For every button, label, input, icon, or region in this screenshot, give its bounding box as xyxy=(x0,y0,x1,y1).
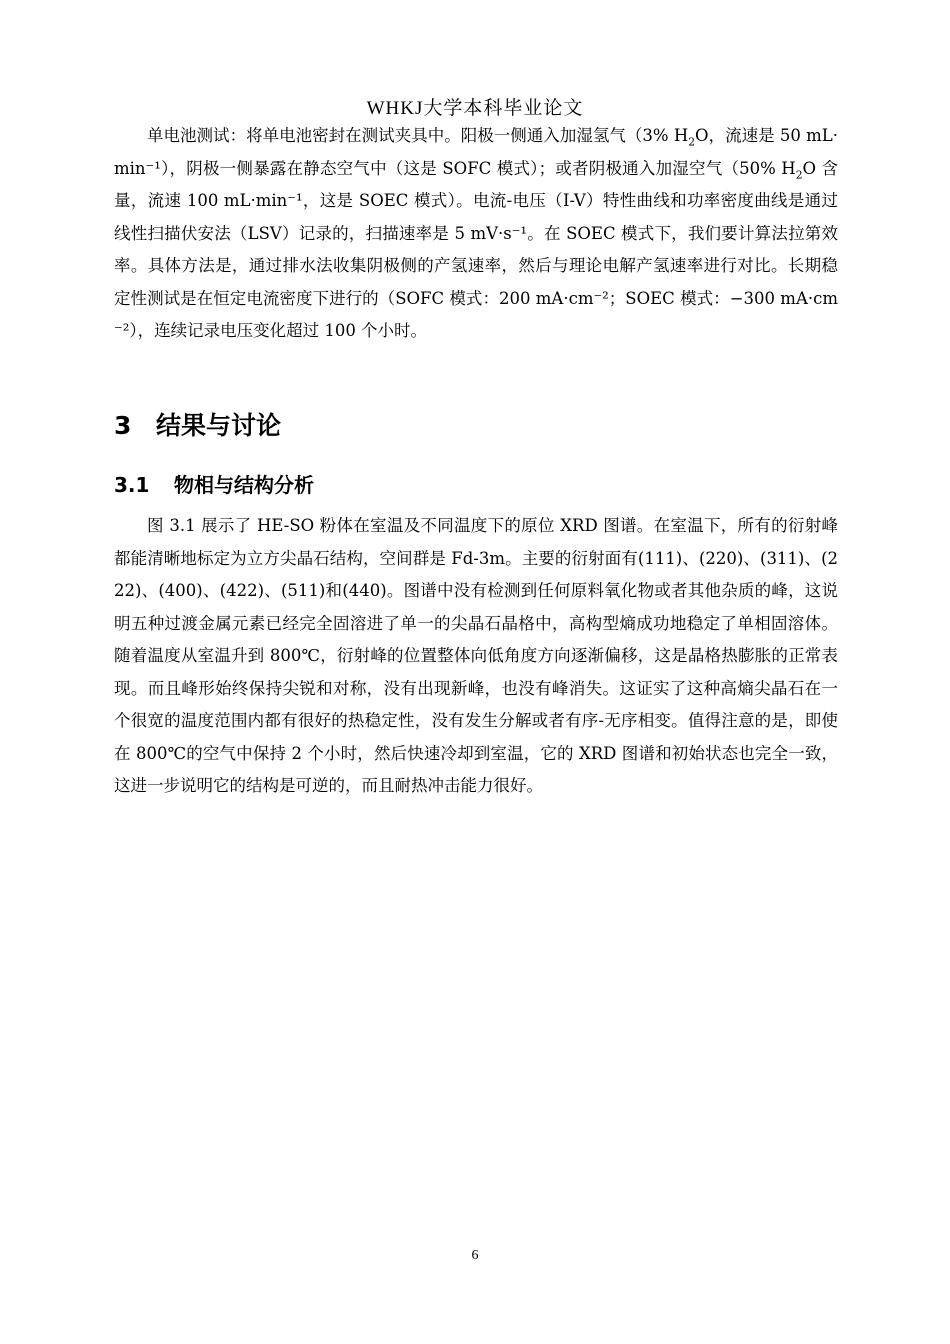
paragraph-text: 单电池测试：将单电池密封在测试夹具中。阳极一侧通入加湿氢气（3% H xyxy=(147,126,689,145)
paragraph-xrd-analysis: 图 3.1 展示了 HE-SO 粉体在室温及不同温度下的原位 XRD 图谱。在室温下，所有的衍射峰都能清晰地标定为立方尖晶石结构，空间群是 Fd-3m。主要的衍射面有(111)、(220)、(311)、(222)、(400)、(422)、(511)和(440)。图谱中没有检测到任何原料氧化物或者其他杂质的峰，这说明五种过渡金属元素已经完全固溶进了单一的尖晶石晶格中，高构型熵成功地稳定了单相固溶体。随着温度从室温升到 800℃，衍射峰的位置整体向低角度方向逐渐偏移，这是晶格热膨胀的正常表现。而且峰形始终保持尖锐和对称，没有出现新峰，也没有峰消失。这证实了这种高熵尖晶石在一个很宽的温度范围内都有很好的热稳定性，没有发生分解或者有序-无序相变。值得注意的是，即使在 800℃的空气中保持 2 个小时，然后快速冷却到室温，它的 XRD 图谱和初始状态也完全一致，这进一步说明它的结构是可逆的，而且耐热冲击能力很好。 xyxy=(114,516,838,795)
section-number: 3 xyxy=(114,411,132,440)
subscript: 2 xyxy=(688,135,696,149)
paragraph-text: O 含量，流速 100 mL·min⁻¹，这是 SOEC 模式）。电流-电压（I-V）特性曲线和功率密度曲线是通过线性扫描伏安法（LSV）记录的，扫描速率是 5 mV·s⁻¹。在 SOEC 模式下，我们要计算法拉第效率。具体方法是，通过排水法收集阴极侧的产氢速率，然后与理论电解产氢速率进行对比。长期稳定性测试是在恒定电流密度下进行的（SOFC 模式：200 mA·cm⁻²；SOEC 模式：−300 mA·cm⁻²），连续记录电压变化超过 100 个小时。 xyxy=(114,158,838,340)
running-header: WHKJ大学本科毕业论文 xyxy=(366,98,584,119)
section-heading xyxy=(114,406,281,442)
subscript: 2 xyxy=(795,167,803,181)
subsection-title: 物相与结构分析 xyxy=(174,473,314,497)
paragraph-cell-testing xyxy=(114,120,838,348)
section-title: 结果与讨论 xyxy=(156,411,282,440)
subsection-number: 3.1 xyxy=(114,473,150,497)
paragraph-text: O，流速是 50 mL·min⁻¹），阴极一侧暴露在静态空气中（这是 SOFC 模式）；或者阴极通入加湿空气（50% H xyxy=(114,126,838,178)
page-number: 6 xyxy=(471,1248,479,1263)
subsection-heading xyxy=(114,469,314,498)
